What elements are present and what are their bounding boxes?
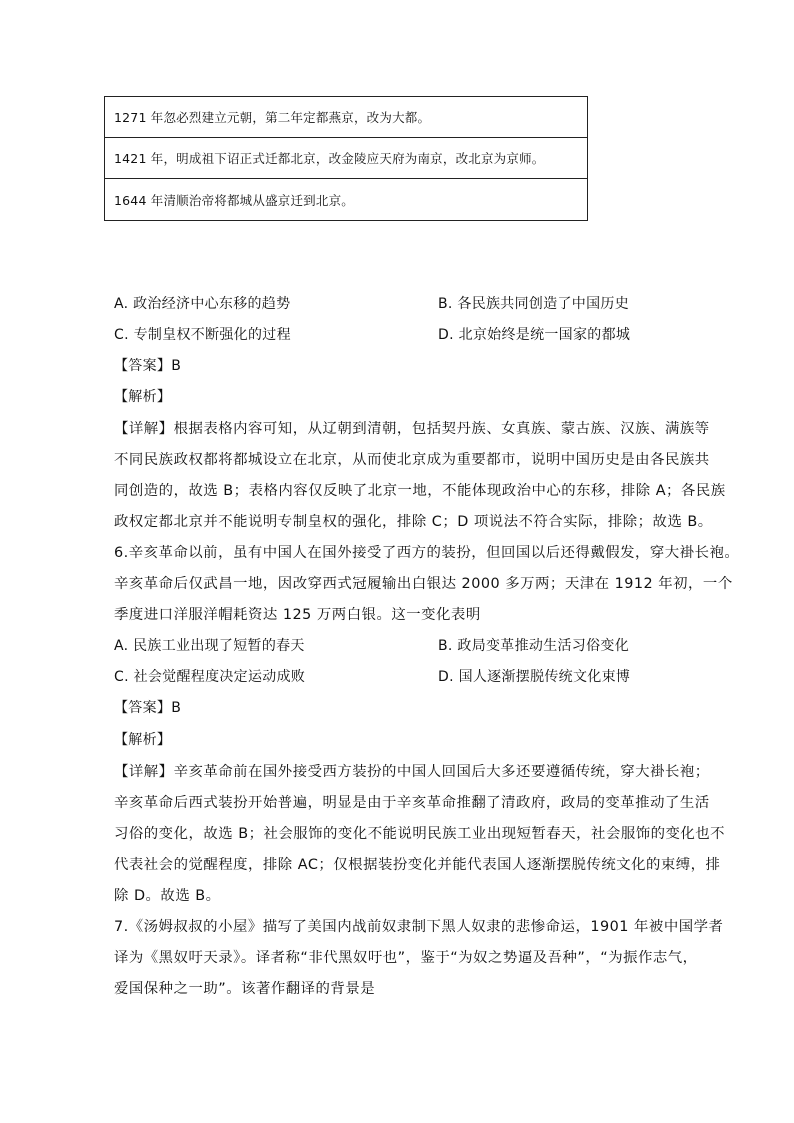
q7-stem-line: 7.《汤姆叔叔的小屋》描写了美国内战前奴隶制下黑人奴隶的悲惨命运，1901 年被中国学者: [114, 919, 724, 935]
q6-detail-line: 【详解】辛亥革命前在国外接受西方装扮的中国人回国后大多还要遵循传统，穿大褂长袍；: [114, 764, 710, 780]
q5-option-b: B. 各民族共同创造了中国历史: [438, 296, 630, 312]
q6-detail-line: 辛亥革命后西式装扮开始普遍，明显是由于辛亥革命推翻了清政府，政局的变革推动了生活: [114, 795, 710, 811]
q6-analysis-label: 【解析】: [114, 732, 172, 748]
q6-option-a: A. 民族工业出现了短暂的春天: [114, 638, 305, 654]
table-row: 1271 年忽必烈建立元朝，第二年定都燕京，改为大都。: [105, 97, 587, 138]
q6-answer: 【答案】B: [114, 700, 182, 716]
q5-option-c: C. 专制皇权不断强化的过程: [114, 327, 291, 343]
q5-option-d: D. 北京始终是统一国家的都城: [438, 327, 631, 343]
q5-option-a: A. 政治经济中心东移的趋势: [114, 296, 291, 312]
q6-detail-line: 代表社会的觉醒程度，排除 AC；仅根据装扮变化并能代表国人逐渐摆脱传统文化的束缚，排: [114, 857, 721, 873]
q5-analysis-label: 【解析】: [114, 389, 172, 405]
q6-detail-line: 除 D。故选 B。: [114, 888, 221, 904]
q6-stem-line: 6.辛亥革命以前，虽有中国人在国外接受了西方的装扮，但回国以后还得戴假发，穿大褂长袍。: [114, 545, 740, 561]
q6-option-c: C. 社会觉醒程度决定运动成败: [114, 669, 306, 685]
q5-detail-line: 政权定都北京并不能说明专制皇权的强化，排除 C；D 项说法不符合实际，排除；故选 B。: [114, 514, 713, 530]
q6-option-b: B. 政局变革推动生活习俗变化: [438, 638, 630, 654]
table-row: 1421 年，明成祖下诏正式迁都北京，改金陵应天府为南京，改北京为京师。: [105, 138, 587, 179]
history-table: [104, 96, 588, 221]
q6-stem-line: 辛亥革命后仅武昌一地，因改穿西式冠履输出白银达 2000 多万两；天津在 1912 年初，一个: [114, 576, 733, 592]
q5-detail-line: 同创造的，故选 B；表格内容仅反映了北京一地，不能体现政治中心的东移，排除 A；各民族: [114, 483, 726, 499]
q7-stem-line: 爱国保种之一助”。该著作翻译的背景是: [114, 981, 376, 997]
table-row: 1644 年清顺治帝将都城从盛京迁到北京。: [114, 192, 354, 208]
q5-detail-line: 不同民族政权都将都城设立在北京，从而使北京成为重要都市，说明中国历史是由各民族共: [114, 452, 710, 468]
q6-option-d: D. 国人逐渐摆脱传统文化束博: [438, 669, 631, 685]
q5-detail-line: 【详解】根据表格内容可知，从辽朝到清朝，包括契丹族、女真族、蒙古族、汉族、满族等: [114, 421, 710, 437]
q5-answer: 【答案】B: [114, 358, 182, 374]
q6-detail-line: 习俗的变化，故选 B；社会服饰的变化不能说明民族工业出现短暂春天，社会服饰的变化也不: [114, 826, 726, 842]
q6-stem-line: 季度进口洋服洋帽耗资达 125 万两白银。这一变化表明: [114, 607, 481, 623]
q7-stem-line: 译为《黑奴吁天录》。译者称“非代黑奴吁也”，鉴于“为奴之势逼及吾种”，“为振作志气，: [114, 950, 698, 966]
